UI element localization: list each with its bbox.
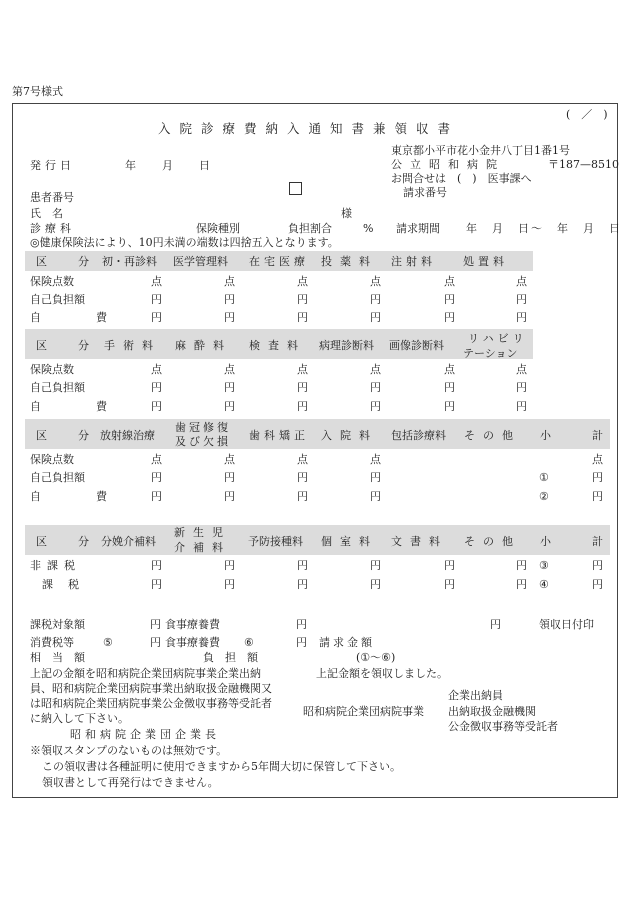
t1-h0: 区 分 <box>36 255 99 268</box>
t2-h5: 画像診断料 <box>389 339 444 352</box>
t4-h2: 新生児 <box>174 526 231 539</box>
t2-r1-unit: 円 <box>151 381 162 394</box>
t2-r2-unit: 円 <box>297 400 308 413</box>
tax-label-2: 相 当 額 <box>30 651 85 664</box>
period-dates: 年 月 日〜 年 月 日 <box>466 222 622 235</box>
t4-h1: 分娩介補料 <box>101 535 156 548</box>
t1-r2-unit: 円 <box>516 311 527 324</box>
receipt-date-stamp-label: 領収日付印 <box>539 618 594 631</box>
t4-r0-unit: 円 <box>297 559 308 572</box>
t3-r0-unit: 点 <box>370 453 381 466</box>
t2-r0-unit: 点 <box>151 363 162 376</box>
t4-r0-unit: 円 <box>151 559 162 572</box>
t4-r1-unit: 円 <box>444 578 455 591</box>
t3-r1-circle: ① <box>539 471 549 484</box>
billed-label: 請求金額 <box>319 636 375 649</box>
t2-r1-label: 自己負担額 <box>30 381 85 394</box>
t3-r1-unit: 円 <box>224 471 235 484</box>
receiver-org: 昭和病院企業団病院事業 <box>303 705 424 718</box>
hospital-postal: 〒187—8510 <box>548 158 619 171</box>
t1-r2-unit: 円 <box>370 311 381 324</box>
burden-ratio-label: 負担割合 <box>288 222 332 235</box>
t4-h5: 個室料 <box>321 535 378 548</box>
t4-r1-circle: ④ <box>539 578 549 591</box>
t4-r1-unit: 円 <box>370 578 381 591</box>
t4-h3: 介補料 <box>174 541 231 554</box>
t2-h1: 手術料 <box>104 339 161 352</box>
t3-r1-unit: 円 <box>151 471 162 484</box>
dept-label: 診療科 <box>30 222 75 235</box>
billed-yen: 円 <box>490 618 501 631</box>
t4-r0-unit: 円 <box>224 559 235 572</box>
t3-r0-total-unit: 点 <box>592 453 603 466</box>
t3-r1-label: 自己負担額 <box>30 471 85 484</box>
t1-r2-unit: 円 <box>444 311 455 324</box>
t4-r1-unit: 円 <box>151 578 162 591</box>
t3-r2-circle: ② <box>539 490 549 503</box>
t3-h1: 放射線治療 <box>100 429 155 442</box>
t2-r1-unit: 円 <box>224 381 235 394</box>
t4-h7: その他 <box>464 535 521 548</box>
period-label: 請求期間 <box>396 222 440 235</box>
t1-r2-label: 自 費 <box>30 311 129 324</box>
t1-r0-unit: 点 <box>444 275 455 288</box>
t1-r0-label: 保険点数 <box>30 275 74 288</box>
t1-r1-unit: 円 <box>370 293 381 306</box>
issue-month: 月 <box>162 159 173 172</box>
t1-r0-unit: 点 <box>151 275 162 288</box>
t4-r0-unit: 円 <box>370 559 381 572</box>
hospital-name: 公立昭和病院 <box>391 158 505 171</box>
t2-r1-unit: 円 <box>297 381 308 394</box>
footer-1: ※領収スタンプのないものは無効です。 <box>30 744 228 757</box>
t2-r0-unit: 点 <box>297 363 308 376</box>
pay-note-2: 員、昭和病院企業団病院事業出納取扱金融機関又 <box>30 682 272 695</box>
t4-r0-unit: 円 <box>444 559 455 572</box>
t1-h4: 投薬料 <box>321 255 378 268</box>
t3-r2-label: 自 費 <box>30 490 129 503</box>
t1-r0-unit: 点 <box>370 275 381 288</box>
t3-r2-unit: 円 <box>297 490 308 503</box>
t4-h6: 文書料 <box>391 535 448 548</box>
t1-h3: 在宅医療 <box>249 255 309 268</box>
t3-h8: 小 <box>540 429 551 442</box>
t4-r0-total-unit: 円 <box>592 559 603 572</box>
t4-r1-unit: 円 <box>297 578 308 591</box>
t2-r0-label: 保険点数 <box>30 363 74 376</box>
t1-h1: 初・再診料 <box>102 255 157 268</box>
pay-note-4: に納入して下さい。 <box>30 712 129 725</box>
t2-h0: 区 分 <box>36 339 99 352</box>
t3-r0-unit: 点 <box>297 453 308 466</box>
t2-h2: 麻酔料 <box>175 339 232 352</box>
t3-r0-unit: 点 <box>224 453 235 466</box>
tax-yen: 円 <box>150 636 161 649</box>
receiver-2: 出納取扱金融機関 <box>448 705 536 718</box>
taxable-label: 課税対象額 <box>30 618 85 631</box>
percent-label: % <box>363 222 374 235</box>
t4-h8: 小 <box>540 535 551 548</box>
tax-label-1: 消費税等 <box>30 636 74 649</box>
sama-label: 様 <box>341 207 352 220</box>
t4-r1-label: 課 税 <box>42 578 81 591</box>
t2-h6: リハビリ <box>468 332 528 345</box>
t2-r2-unit: 円 <box>444 400 455 413</box>
contact-line: お問合せは ( ) 医事課へ <box>391 172 532 185</box>
pay-note-3: は昭和病院企業団病院事業公金徴収事務等受託者 <box>30 697 272 710</box>
t3-h3: 及び欠損 <box>175 435 231 448</box>
circle-5: ⑤ <box>103 636 113 649</box>
hospital-address: 東京都小平市花小金井八丁目1番1号 <box>391 144 570 157</box>
page-mark: ( ／ ) <box>566 108 608 121</box>
checkbox[interactable] <box>289 182 302 195</box>
t1-r1-unit: 円 <box>444 293 455 306</box>
t3-h0: 区 分 <box>36 429 99 442</box>
meal-burden-yen: 円 <box>296 636 307 649</box>
t2-r0-unit: 点 <box>370 363 381 376</box>
patient-name-label: 氏 名 <box>30 207 63 220</box>
t3-h7: その他 <box>464 429 521 442</box>
t1-r1-unit: 円 <box>151 293 162 306</box>
billing-number: 請求番号 <box>403 186 447 199</box>
t2-r1-unit: 円 <box>370 381 381 394</box>
t1-h6: 処置料 <box>463 255 508 268</box>
t3-r0-unit: 点 <box>151 453 162 466</box>
t3-h9: 計 <box>592 429 603 442</box>
t3-r0-label: 保険点数 <box>30 453 74 466</box>
rounding-note: ◎健康保険法により、10円未満の端数は四捨五入となります。 <box>30 236 339 249</box>
t2-h7: テーション <box>463 347 518 360</box>
footer-3: 領収書として再発行はできません。 <box>42 776 219 789</box>
form-number: 第7号様式 <box>12 85 63 98</box>
t2-r2-unit: 円 <box>370 400 381 413</box>
t3-r1-unit: 円 <box>370 471 381 484</box>
t2-r2-label: 自 費 <box>30 400 129 413</box>
t4-h4: 予防接種料 <box>248 535 303 548</box>
meal-burden-label-1: 食事療養費 <box>165 636 220 649</box>
t4-r0-label: 非課税 <box>30 559 81 572</box>
t4-r1-total-unit: 円 <box>592 578 603 591</box>
t2-r2-unit: 円 <box>151 400 162 413</box>
t1-h2: 医学管理料 <box>173 255 228 268</box>
issue-day: 日 <box>199 159 210 172</box>
t4-h0: 区 分 <box>36 535 99 548</box>
t3-h4: 歯科矯正 <box>249 429 309 442</box>
t2-r1-unit: 円 <box>444 381 455 394</box>
t2-r2-unit: 円 <box>224 400 235 413</box>
received-note: 上記金額を領収しました。 <box>316 667 448 680</box>
t3-r2-unit: 円 <box>151 490 162 503</box>
t1-r2-unit: 円 <box>224 311 235 324</box>
t1-r1-unit: 円 <box>224 293 235 306</box>
t3-r1-unit: 円 <box>297 471 308 484</box>
t2-h4: 病理診断料 <box>319 339 374 352</box>
t3-r1-total-unit: 円 <box>592 471 603 484</box>
t1-r0-unit: 点 <box>297 275 308 288</box>
t2-r0-unit: 点 <box>516 363 527 376</box>
t1-r0-unit: 点 <box>516 275 527 288</box>
circle-6: ⑥ <box>244 636 254 649</box>
billed-sub: (①〜⑥) <box>356 651 396 664</box>
t1-r1-unit: 円 <box>297 293 308 306</box>
patient-number-label: 患者番号 <box>30 191 74 204</box>
t2-r1-unit: 円 <box>516 381 527 394</box>
t4-r0-circle: ③ <box>539 559 549 572</box>
t3-h6: 包括診療料 <box>391 429 446 442</box>
t1-r2-unit: 円 <box>151 311 162 324</box>
meal-yen: 円 <box>296 618 307 631</box>
t3-r2-total-unit: 円 <box>592 490 603 503</box>
t4-r1-unit: 円 <box>224 578 235 591</box>
t3-r2-unit: 円 <box>370 490 381 503</box>
t1-r0-unit: 点 <box>224 275 235 288</box>
receiver-3: 公金徴収事務等受託者 <box>448 720 558 733</box>
insurance-type-label: 保険種別 <box>196 222 240 235</box>
t4-h9: 計 <box>592 535 603 548</box>
t2-h3: 検査料 <box>249 339 306 352</box>
document-title: 入院診療費納入通知書兼領収書 <box>158 121 460 136</box>
director: 昭和病院企業団企業長 <box>70 728 220 741</box>
t4-r0-unit: 円 <box>516 559 527 572</box>
issue-year: 年 <box>125 159 136 172</box>
receiver-1: 企業出納員 <box>448 689 503 702</box>
t1-r2-unit: 円 <box>297 311 308 324</box>
t3-h2: 歯冠修復 <box>175 421 231 434</box>
t1-r1-label: 自己負担額 <box>30 293 85 306</box>
pay-note-1: 上記の金額を昭和病院企業団病院事業企業出納 <box>30 667 261 680</box>
footer-2: この領収書は各種証明に使用できますから5年間大切に保管して下さい。 <box>42 760 401 773</box>
t1-h5: 注射料 <box>391 255 436 268</box>
t2-r2-unit: 円 <box>516 400 527 413</box>
issue-date-label: 発行日 <box>30 159 75 172</box>
t3-h5: 入院料 <box>321 429 378 442</box>
t4-r1-unit: 円 <box>516 578 527 591</box>
taxable-yen: 円 <box>150 618 161 631</box>
t3-r2-unit: 円 <box>224 490 235 503</box>
t1-r1-unit: 円 <box>516 293 527 306</box>
t2-r0-unit: 点 <box>224 363 235 376</box>
meal-burden-label-2: 負 担 額 <box>203 651 258 664</box>
t2-r0-unit: 点 <box>444 363 455 376</box>
meal-label: 食事療養費 <box>165 618 220 631</box>
